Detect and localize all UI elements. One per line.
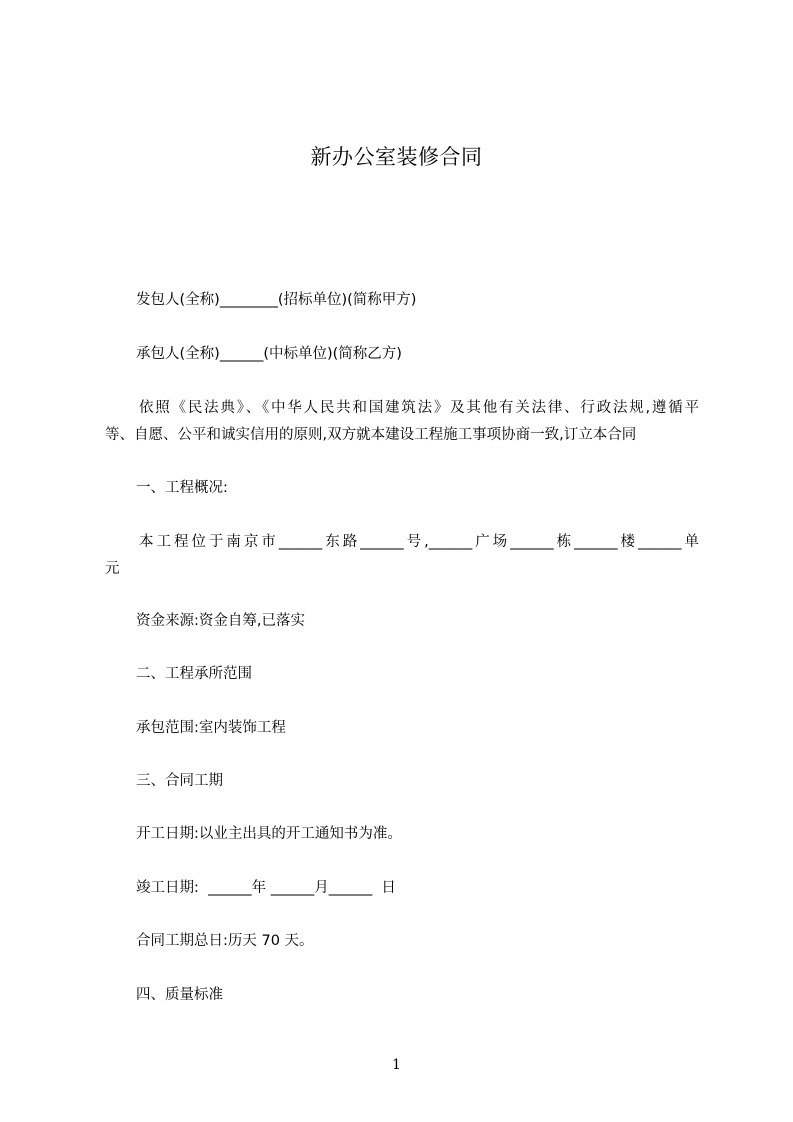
document-title: 新办公室装修合同: [310, 145, 483, 169]
section-2-heading: 二、工程承所范围: [136, 666, 252, 682]
funding-line: 资金来源:资金自筹,已落实: [136, 613, 305, 629]
total-duration-line: 合同工期总日:历天 70 天。: [136, 933, 314, 949]
party-a-line: 发包人(全称)________(招标单位)(简称甲方): [136, 292, 417, 308]
location-line-1: 本工程位于南京市______东路______号,______广场______栋______楼______单: [139, 534, 699, 550]
location-line-2: 元: [105, 561, 120, 577]
preamble-line-2: 等、自愿、公平和诚实信用的原则,双方就本建设工程施工事项协商一致,订立本合同: [105, 427, 637, 443]
completion-date-line: 竣工日期: ______年 ______月______ 日: [136, 880, 396, 896]
party-b-line: 承包人(全称)______(中标单位)(简称乙方): [136, 346, 402, 362]
scope-line: 承包范围:室内装饰工程: [136, 720, 286, 736]
section-4-heading: 四、质量标准: [136, 987, 223, 1003]
page-number: 1: [392, 1057, 401, 1073]
section-3-heading: 三、合同工期: [136, 773, 223, 789]
start-date-line: 开工日期:以业主出具的开工通知书为准。: [136, 826, 402, 842]
preamble-line-1: 依照《民法典》、《中华人民共和国建筑法》及其他有关法律、行政法规,遵循平: [139, 400, 699, 416]
section-1-heading: 一、工程概况:: [136, 480, 228, 496]
